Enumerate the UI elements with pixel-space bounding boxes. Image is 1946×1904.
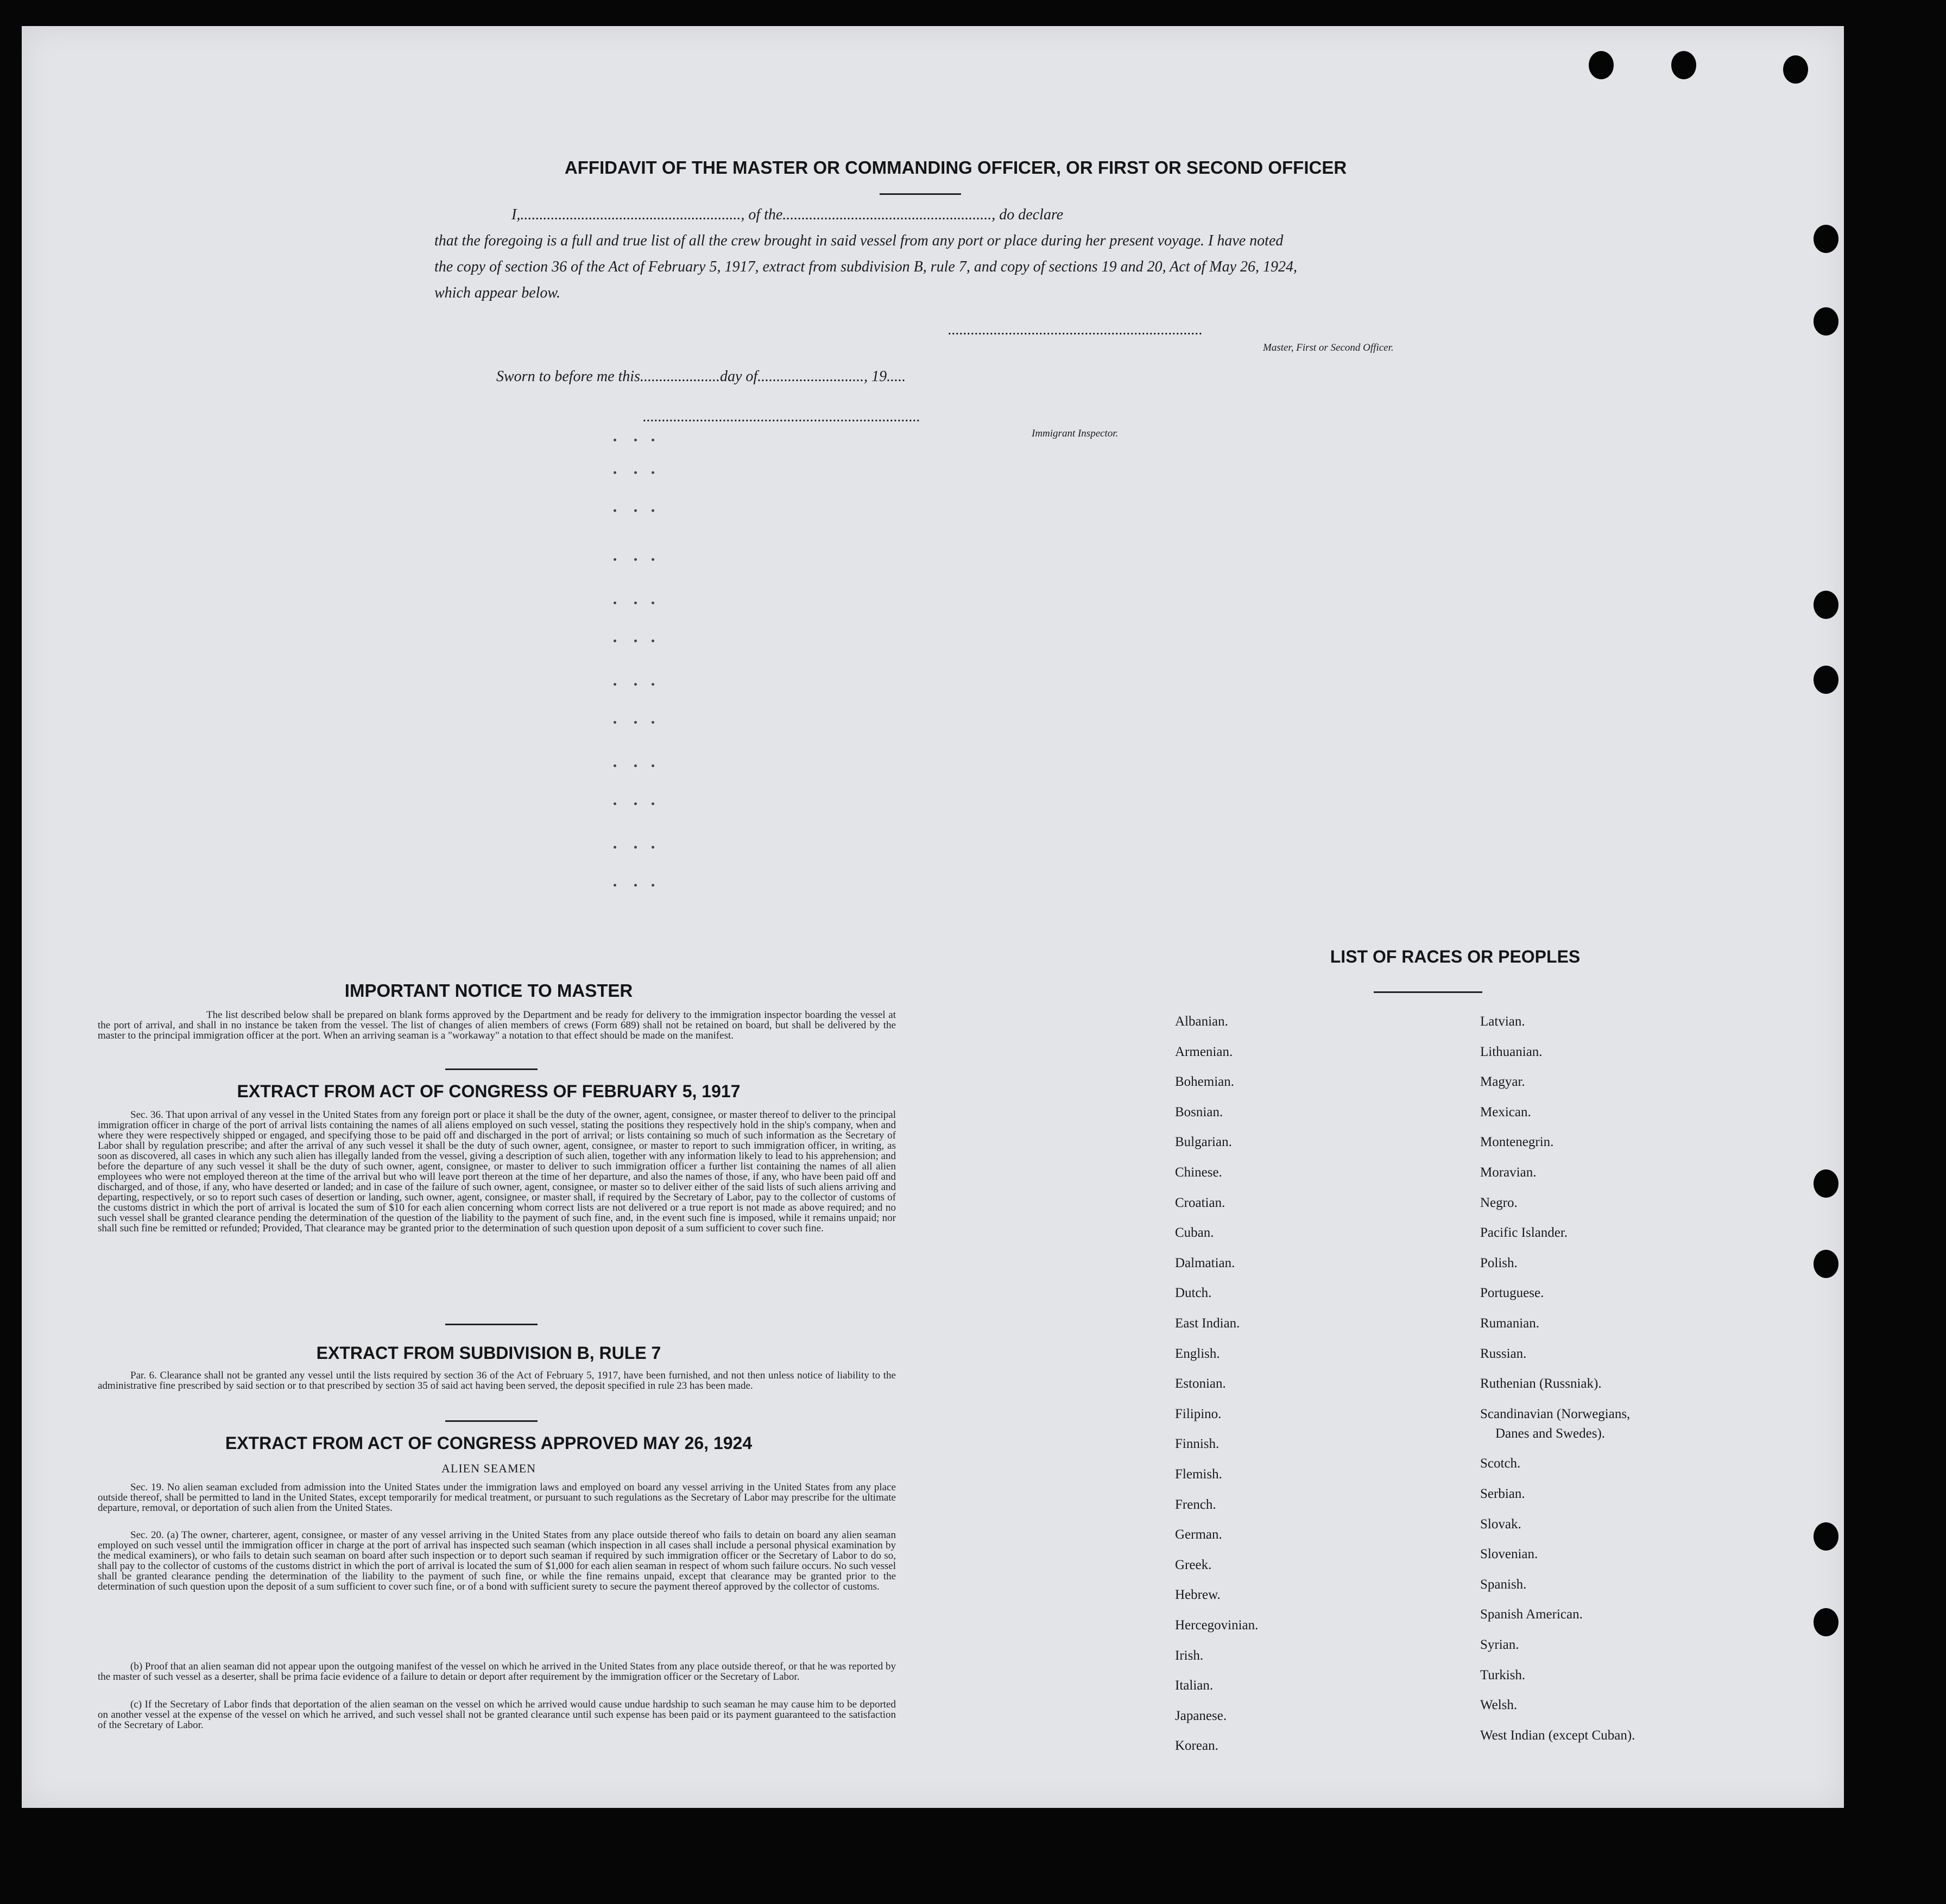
race-item: Welsh. [1480,1698,1518,1712]
inspector-caption: Immigrant Inspector. [1032,428,1119,439]
scan-speck [634,884,637,887]
scan-speck [652,884,654,887]
signature-caption: Master, First or Second Officer. [1263,342,1394,353]
scan-speck [652,558,654,561]
affidavit-text-line: the copy of section 36 of the Act of February 5, 1917, extract from subdivision B, rule 7, and copy of sections 19 and 20, Act of May 26, 1924, [434,258,1298,275]
extract-1924-sec20c: (c) If the Secretary of Labor finds that deportation of the alien seaman on the vessel on which he arrived would cause undue hardship to such seaman he may cause him to be deported on another vessel at the expense of the vessel on which he arrived, and such vessel shall not be granted clearance until such expense has been paid or its payment guaranteed to the satisfaction of the Secretary of Labor. [98,1699,896,1731]
scan-speck [652,640,654,642]
notice-body: The list described below shall be prepared on blank forms approved by the Department and be ready for delivery to the immigration inspector boarding the vessel at the port of arrival, and shall in no instance be taken from the vessel. The list of changes of alien members of crews (Form 689) shall not be retained on board, but shall be delivered by the master to the principal immigration officer at the port. When an arriving seaman is a "workaway" a notation to that effect should be made on the manifest. [98,1009,896,1041]
section-divider [445,1324,538,1325]
race-item: Bulgarian. [1175,1135,1232,1149]
scan-speck [614,846,616,849]
race-item: Bosnian. [1175,1105,1223,1119]
race-item: Spanish American. [1480,1607,1583,1622]
scan-speck [614,509,616,512]
race-item: Negro. [1480,1195,1518,1210]
affidavit-title: AFFIDAVIT OF THE MASTER OR COMMANDING OFFICER, OR FIRST OR SECOND OFFICER [564,157,1347,178]
punch-hole [1589,51,1614,79]
scan-speck [652,721,654,724]
punch-hole [1814,1522,1838,1551]
scan-speck [614,721,616,724]
scan-speck [652,439,654,441]
scan-speck [652,764,654,767]
race-item: Syrian. [1480,1637,1519,1652]
extract-1924-sec19: Sec. 19. No alien seaman excluded from admission into the United States under the immigration laws and employed on board any vessel arriving in the United States from any place outside thereof, shall be permitted to land in the United States, except temporarily for medical treatment, or pursuant to such regulations as the Secretary of Labor may prescribe for the ultimate departure, removal, or deportation of such alien from the United States. [98,1482,896,1514]
race-item: Spanish. [1480,1577,1527,1592]
race-item: Portuguese. [1480,1286,1544,1300]
scan-speck [614,683,616,686]
affidavit-divider [880,193,961,195]
race-item: Albanian. [1175,1014,1228,1029]
race-item: Magyar. [1480,1074,1525,1089]
scan-speck [652,471,654,474]
race-item: Dalmatian. [1175,1256,1235,1270]
extract-rule7-title: EXTRACT FROM SUBDIVISION B, RULE 7 [316,1343,661,1363]
scan-speck [652,846,654,849]
signature-line: ................................................................... [948,321,1203,338]
race-item: Serbian. [1480,1486,1525,1501]
scan-speck [614,802,616,805]
scan-speck [614,558,616,561]
race-item: Italian. [1175,1678,1214,1693]
punch-hole [1814,591,1838,619]
sworn-line: Sworn to before me this.....................day of............................, 19..... [496,368,906,385]
extract-1917-title: EXTRACT FROM ACT OF CONGRESS OF FEBRUARY 5, 1917 [237,1081,741,1101]
section-divider [445,1420,538,1422]
race-item: Moravian. [1480,1165,1537,1180]
races-title: LIST OF RACES OR PEOPLES [1330,947,1581,966]
race-item: Hebrew. [1175,1587,1221,1602]
race-item: Japanese. [1175,1709,1227,1723]
race-item: Montenegrin. [1480,1135,1554,1149]
race-item: Estonian. [1175,1376,1226,1391]
race-item: Scotch. [1480,1456,1521,1471]
race-item: Korean. [1175,1738,1218,1753]
race-item: Filipino. [1175,1407,1222,1421]
race-item: East Indian. [1175,1316,1240,1331]
punch-hole [1814,307,1838,336]
affidavit-text-line: which appear below. [434,284,561,301]
race-item: Finnish. [1175,1437,1220,1451]
race-item: Latvian. [1480,1014,1525,1029]
race-item: Turkish. [1480,1668,1526,1682]
scan-speck [634,721,637,724]
inspector-signature-line: ......................................................................... [643,408,920,425]
race-item: Rumanian. [1480,1316,1540,1331]
extract-1924-title: EXTRACT FROM ACT OF CONGRESS APPROVED MAY 26, 1924 [225,1433,753,1453]
scan-speck [634,802,637,805]
scan-speck [614,602,616,604]
affidavit-declaration-line: I,.........................................................., of the......................................................., do declare [511,206,1064,223]
scan-speck [634,439,637,441]
race-item: English. [1175,1346,1220,1361]
race-item: Lithuanian. [1480,1045,1543,1059]
race-item: Cuban. [1175,1225,1214,1240]
extract-1917-body: Sec. 36. That upon arrival of any vessel in the United States from any foreign port or place it shall be the duty of the owner, agent, consignee, or master thereof to deliver to the principal immigration officer in charge of the port of arrival lists containing the names of all aliens employed on such vessel, stating the positions they respectively hold in the ship's company, when and where they were respectively shipped or engaged, and specifying those to be paid off and discharged in the port of arrival; or lists containing so much of such information as the Secretary of Labor shall by regulation prescribe; and after the arrival of any such vessel it shall be the duty of such owner, agent, consignee, or master to report to such immigration officer, in writing, as soon as discovered, all cases in which any such alien has illegally landed from the vessel, giving a description of such alien, together with any information likely to lead to his apprehension; and before the departure of any such vessel it shall be the duty of such owner, agent, consignee, or master to deliver to such immigration officer a further list containing the names of all alien employees who were not employed thereon at the time of the arrival but who will leave port thereon at the time of her departure, and also the names of those, if any, who have been paid off and discharged, and of those, if any, who have deserted or landed; and in case of the failure of such owner, agent, consignee, or master so to deliver either of the said lists of such aliens arriving and departing, respectively, or so to report such cases of desertion or landing, such owner, agent, consignee, or master shall, if required by the Secretary of Labor, pay to the collector of customs of the customs district in which the port of arrival is located the sum of $10 for each alien concerning whom correct lists are not delivered or a true report is not made as above required; and no such vessel shall be granted clearance pending the determination of the question of the liability to the payment of such fine, and, in the event such fine is imposed, while it remains unpaid; nor shall such fine be remitted or refunded; Provided, That clearance may be granted prior to the determination of such question upon deposit of a sum sufficient to cover such fine. [98,1109,896,1234]
race-item: Mexican. [1480,1105,1531,1119]
scan-speck [614,439,616,441]
race-item: Irish. [1175,1648,1204,1663]
punch-hole [1671,51,1696,79]
notice-title: IMPORTANT NOTICE TO MASTER [344,981,633,1001]
race-item: Pacific Islander. [1480,1225,1568,1240]
scan-speck [634,764,637,767]
race-item: Polish. [1480,1256,1518,1270]
race-item: West Indian (except Cuban). [1480,1728,1635,1743]
race-item: Scandinavian (Norwegians, [1480,1407,1631,1421]
scan-speck [634,640,637,642]
scan-speck [614,640,616,642]
extract-1924-subtitle: ALIEN SEAMEN [441,1462,536,1475]
punch-hole [1814,666,1838,694]
scan-speck [614,764,616,767]
scan-speck [634,683,637,686]
scan-speck [652,509,654,512]
race-item: Bohemian. [1175,1074,1235,1089]
scan-speck [634,602,637,604]
race-item: Armenian. [1175,1045,1233,1059]
punch-hole [1814,1250,1838,1278]
punch-hole [1814,1608,1838,1636]
race-item: Dutch. [1175,1286,1212,1300]
punch-hole [1783,55,1808,84]
race-item: Hercegovinian. [1175,1618,1259,1633]
race-item: Slovenian. [1480,1547,1538,1561]
section-divider [445,1068,538,1070]
extract-rule7-body: Par. 6. Clearance shall not be granted any vessel until the lists required by section 36 of the Act of February 5, 1917, have been furnished, and not then unless notice of liability to the administrative fine prescribed by said section or to that prescribed by section 35 of said act having been served, the deposit specified in rule 23 has been made. [98,1370,896,1391]
scan-speck [652,802,654,805]
race-item: Greek. [1175,1558,1212,1572]
race-item: German. [1175,1527,1222,1542]
punch-hole [1814,1169,1838,1198]
race-item: Slovak. [1480,1517,1521,1532]
extract-1924-sec20b: (b) Proof that an alien seaman did not appear upon the outgoing manifest of the vessel on which he arrived in the United States from any place outside thereof, or that he was reported by the master of such vessel as a deserter, shall be prima facie evidence of a failure to detain or deport after requirement by the immigration officer or the Secretary of Labor. [98,1661,896,1682]
affidavit-text-line: that the foregoing is a full and true list of all the crew brought in said vessel from any port or place during her present voyage. I have noted [434,232,1284,249]
punch-hole [1814,225,1838,253]
race-item: Croatian. [1175,1195,1225,1210]
scan-speck [634,846,637,849]
race-item: French. [1175,1497,1216,1512]
race-item: Chinese. [1175,1165,1222,1180]
form-page [22,26,1844,1808]
scan-speck [614,471,616,474]
scan-speck [652,602,654,604]
race-item: Russian. [1480,1346,1527,1361]
races-divider [1374,991,1482,993]
scan-speck [634,558,637,561]
extract-1924-sec20a: Sec. 20. (a) The owner, charterer, agent, consignee, or master of any vessel arriving in the United States from any place outside thereof who fails to detain on board any alien seaman employed on such vessel until the immigration officer in charge at the port of arrival has inspected such seaman (which inspection in all cases shall include a personal physical examination by the medical examiners), or who fails to detain such seaman on board after such inspection or to deport such seaman if required by such immigration officer or the Secretary of Labor to do so, shall pay to the collector of customs of the customs district in which the port of arrival is located the sum of $1,000 for each alien seaman in respect of whom such failure occurs. No such vessel shall be granted clearance pending the determination of the liability to the payment of such fine, or while the fine remains unpaid, except that clearance may be granted prior to the determination of such question upon the deposit of a sum sufficient to cover such fine, or of a bond with sufficient surety to secure the payment thereof approved by the collector of customs. [98,1529,896,1592]
scan-speck [634,509,637,512]
race-item: Ruthenian (Russniak). [1480,1376,1602,1391]
scan-speck [652,683,654,686]
race-item: Flemish. [1175,1467,1222,1482]
scan-speck [634,471,637,474]
race-item: Danes and Swedes). [1495,1426,1606,1441]
scan-speck [614,884,616,887]
